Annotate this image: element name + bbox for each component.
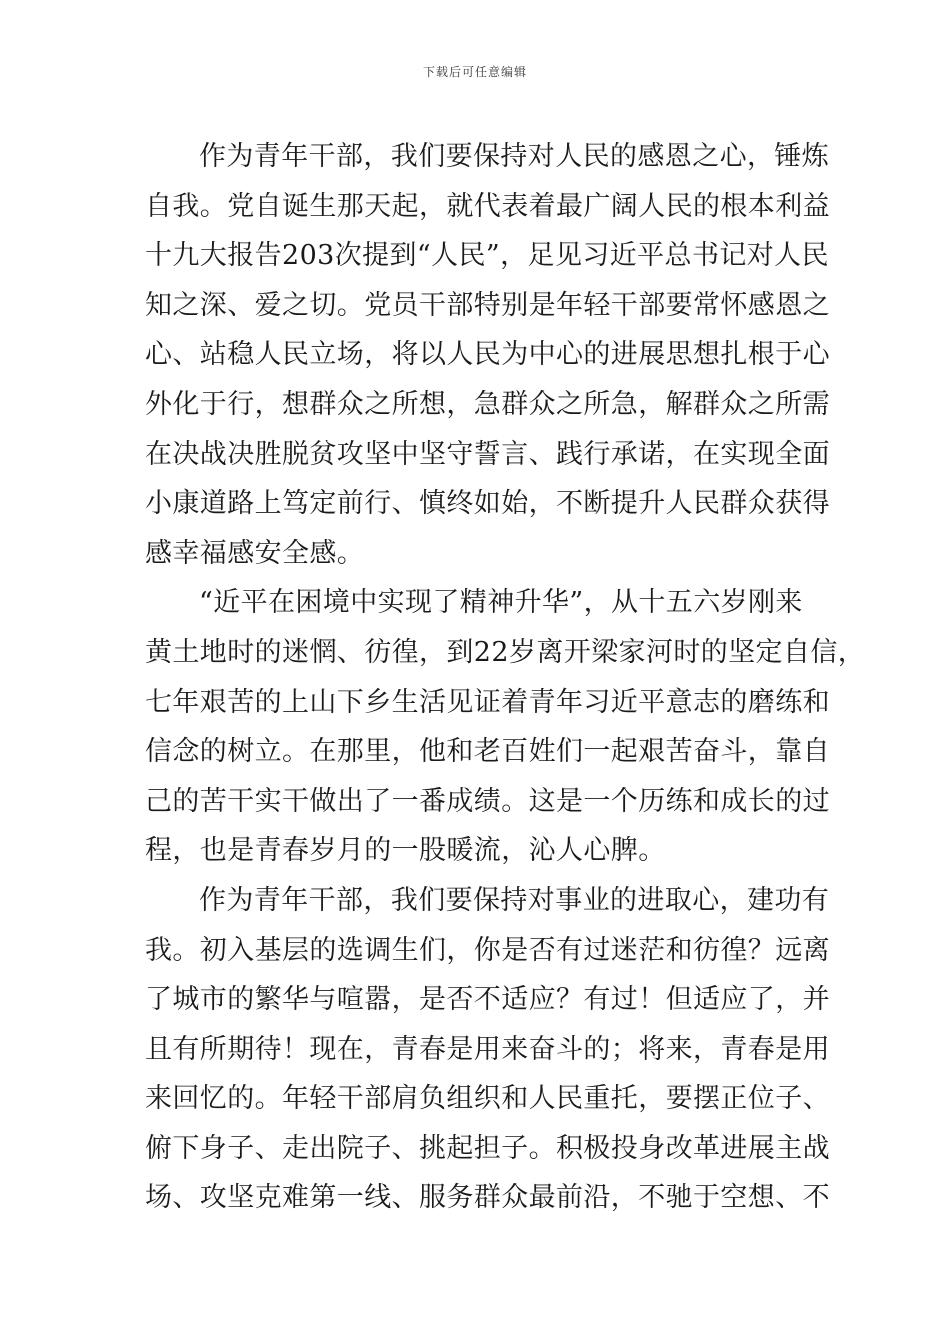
text-line: 俯下身子、走出院子、挑起担子。积极投身改革进展主战 bbox=[145, 1132, 830, 1164]
text-line: 七年艰苦的上山下乡生活见证着青年习近平意志的磨练和 bbox=[145, 686, 830, 718]
text-line: 程，也是青春岁月的一股暖流，沁人心脾。 bbox=[145, 835, 666, 867]
document-body bbox=[145, 132, 866, 1223]
text-line: 场、攻坚克难第一线、服务群众最前沿，不驰于空想、不 bbox=[145, 1182, 830, 1214]
paragraph-1 bbox=[145, 132, 830, 578]
text-line: 来回忆的。年轻干部肩负组织和人民重托，要摆正位子、 bbox=[145, 1083, 830, 1115]
text-line: 作为青年干部，我们要保持对事业的进取心，建功有 bbox=[199, 884, 830, 916]
text-line: 在决战决胜脱贫攻坚中坚守誓言、践行承诺，在实现全面 bbox=[145, 438, 830, 470]
text-line: 黄土地时的迷惘、彷徨，到22岁离开梁家河时的坚定自信， bbox=[145, 636, 866, 668]
paragraph-2 bbox=[145, 578, 866, 876]
text-line: 且有所期待！现在，青春是用来奋斗的；将来，青春是用 bbox=[145, 1033, 830, 1065]
text-line: “近平在困境中实现了精神升华”，从十五六岁刚来 bbox=[199, 587, 803, 619]
text-line: 信念的树立。在那里，他和老百姓们一起艰苦奋斗，靠自 bbox=[145, 736, 830, 768]
text-line: 了城市的繁华与喧嚣，是否不适应？有过！但适应了，并 bbox=[145, 984, 830, 1016]
text-line: 我。初入基层的选调生们，你是否有过迷茫和彷徨？远离 bbox=[145, 934, 830, 966]
page-header: 下载后可任意编辑 bbox=[422, 65, 527, 79]
text-line: 小康道路上笃定前行、慎终如始，不断提升人民群众获得 bbox=[145, 488, 830, 520]
text-line: 外化于行，想群众之所想，急群众之所急，解群众之所需 bbox=[145, 388, 830, 420]
paragraph-3 bbox=[145, 876, 830, 1223]
text-line: 感幸福感安全感。 bbox=[145, 537, 365, 569]
text-line: 心、站稳人民立场，将以人民为中心的进展思想扎根于心 bbox=[145, 339, 830, 371]
text-line: 自我。党自诞生那天起，就代表着最广阔人民的根本利益 bbox=[145, 190, 830, 222]
text-line: 十九大报告203次提到“人民”，足见习近平总书记对人民 bbox=[145, 240, 829, 272]
text-line: 己的苦干实干做出了一番成绩。这是一个历练和成长的过 bbox=[145, 785, 830, 817]
text-line: 知之深、爱之切。党员干部特别是年轻干部要常怀感恩之 bbox=[145, 289, 830, 321]
text-line: 作为青年干部，我们要保持对人民的感恩之心，锤炼 bbox=[199, 141, 830, 172]
